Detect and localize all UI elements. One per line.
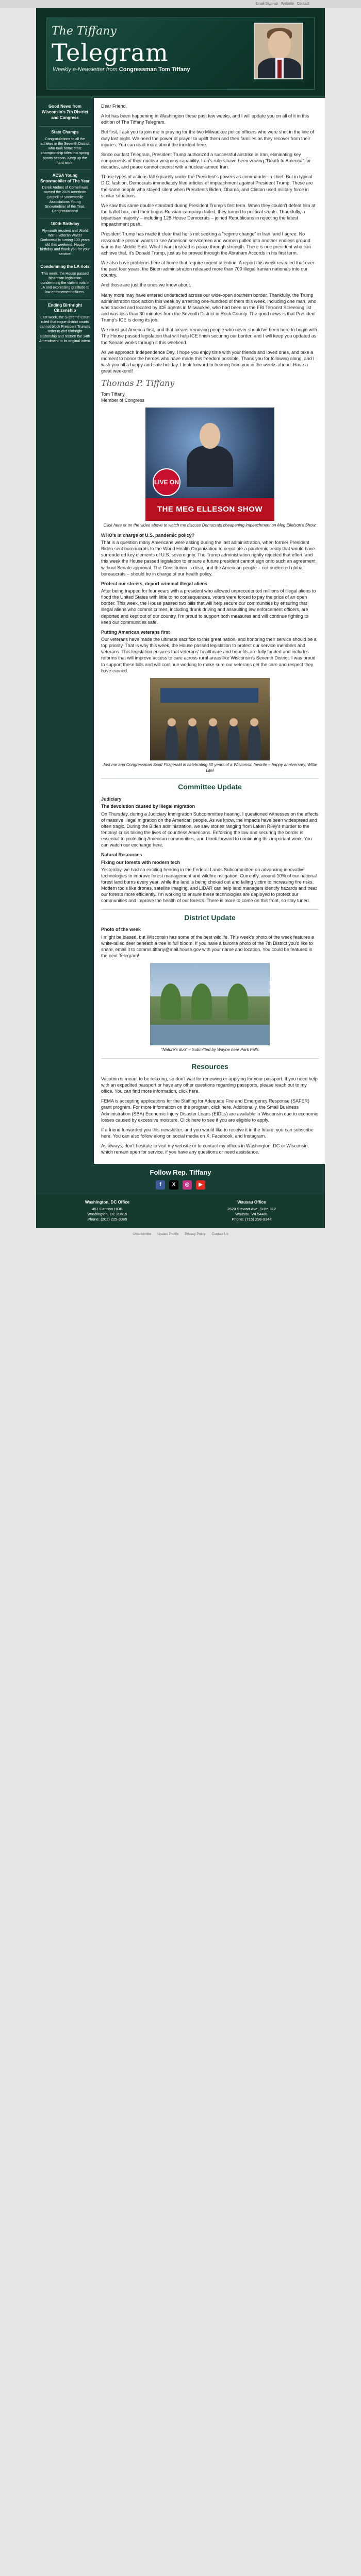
privacy-link[interactable]: Privacy Policy: [185, 1232, 206, 1236]
policy-heading: Protect our streets, deport criminal illegal aliens: [101, 581, 208, 586]
facebook-icon[interactable]: f: [156, 1180, 165, 1190]
office-dc: Washington, DC Office 451 Cannon HOB Washington, DC 20515 Phone: (202) 225-3365: [85, 1199, 130, 1222]
top-link-website[interactable]: Website: [281, 2, 294, 6]
intro-paragraph: And those are just the ones we know about.: [101, 282, 191, 288]
greeting: Dear Friend,: [101, 104, 127, 109]
top-link-signup[interactable]: Email Sign-up: [255, 2, 278, 6]
policy-heading: Putting American veterans first: [101, 629, 170, 635]
intro-paragraph: As we approach Independence Day, I hope you enjoy time with your friends and loved ones, and take a moment to honor the heroes who have made this freedom possible. Thank you for following along, and I wish you all a happy and safe holiday. I look forward to hearing from you in the weeks ahead. Have a great weekend!: [101, 349, 315, 374]
live-badge: LIVE ON: [153, 468, 180, 496]
committee-subheading: Fixing our forests with modern tech: [101, 859, 180, 865]
sign-title: Member of Congress: [101, 397, 145, 403]
intro-paragraph: A lot has been happening in Washington these past few weeks, and I will update you on all of it in this edition of The Tiffany Telegram.: [101, 113, 309, 125]
top-link-contact[interactable]: Contact: [297, 2, 309, 6]
newsletter: [36, 8, 325, 1228]
video-thumbnail[interactable]: [145, 408, 274, 521]
footer-offices: [36, 1195, 325, 1228]
committee-heading: Natural Resources: [101, 852, 142, 858]
update-profile-link[interactable]: Update Profile: [157, 1232, 179, 1236]
top-links: [253, 2, 309, 6]
intro-paragraph: We also have problems here at home that require urgent attention. A report this week revealed that over the past four years, the Biden administration released more than 700 illegal Iranian nationals into our country.: [101, 260, 315, 278]
instagram-icon[interactable]: ◎: [183, 1180, 192, 1190]
policy-heading: WHO's in charge of U.S. pandemic policy?: [101, 532, 195, 538]
video-caption[interactable]: Click here or on the video above to watch me discuss Democrats cheapening impeachment on Meg Ellefson's Show.: [103, 523, 317, 528]
committee-title: Committee Update: [101, 778, 319, 792]
sidebar-block: 100th Birthday Plymouth resident and World War II veteran Walter Gorkowski is turning 100 years old this weekend. Happy birthday and thank you for your service!: [39, 218, 91, 261]
intro-paragraph: Many more may have entered undetected across our wide-open southern border. Thankfully, the Trump administration took action this week by arresting one-hundred of them this week, including one man, who was tracked and located by ICE agents in Milwaukee, who had been on the FBI Terrorist Screening list and was less than 30 minutes from the Seventh District in Rock County. The good news is that President Trump's ICE is doing its job.: [101, 292, 317, 323]
intro-paragraph: But first, I ask you to join me in praying for the two Milwaukee police officers who were shot in the line of duty last night. We need the power of prayer to uplift them and their families as they recover from their injuries. You can read more about the incident here.: [101, 129, 315, 147]
anniversary-photo: [150, 678, 270, 760]
banner-subtitle: Weekly e-Newsletter from Congressman Tom Tiffany: [53, 66, 190, 73]
unsubscribe-link[interactable]: Unsubscribe: [133, 1232, 152, 1236]
intro-paragraph: We saw this same double standard during President Trump's first term. When they couldn't defeat him at the ballot box, and their bogus Russian campaign failed, they turned to political stunts. Thankfully, a bipartisan majority – including 128 House Democrats – joined Republicans in rejecting the latest impeachment push.: [101, 202, 316, 227]
sidebar-block: State Champs Congratulations to all the athletes in the Seventh District who took home state championship titles this spring sports season. Keep up the hard work!: [39, 127, 91, 170]
main-content: [94, 98, 325, 1164]
committee-text: On Thursday, during a Judiciary Immigration Subcommittee hearing, I questioned witnesses on the effects of massive illegal migration on the American people. As we know, the impacts have been widespread and often tragic. During the Biden administration, we saw stories ranging from Laken Riley's murder to the fentanyl crisis taking the lives of countless Americans. Enforcing the law and securing the border is essential to protecting American communities, and I look forward to continuing this important work. You can watch our exchange here.: [101, 811, 319, 848]
banner-the: The Tiffany: [52, 25, 117, 38]
resources-title: Resources: [101, 1058, 319, 1072]
congressman-portrait: [254, 23, 303, 79]
follow-section: [36, 1164, 325, 1195]
photo-week-text: I might be biased, but Wisconsin has some of the best wildlife. This week's photo of the week features a white-tailed deer beneath a tree in full bloom. If you have a favorite photo of the 7th District you'd like to share, email it to comms.tiffany@mail.house.gov with your name and location. You could be featured in the next Telegram!: [101, 934, 314, 959]
sidebar-block: Condemning the LA riots This week, the House passed bipartisan legislation condemning the violent riots in LA and expressing gratitude to law enforcement officers.: [39, 261, 91, 299]
resources-text: If a friend forwarded you this newsletter, and you would like to receive it in the future, you can subscribe here. You can also follow along on social media on X, Facebook, and Instagram.: [101, 1127, 314, 1139]
photo-week-heading: Photo of the week: [101, 927, 141, 933]
committee-text: Yesterday, we had an exciting hearing in the Federal Lands Subcommittee on advancing innovative technologies to improve forest management and wildfire mitigation. Currently, around 10% of our national forest land burns every year, while the land is being choked out and falling victim to increasing fire risks. Modern tools like drones, satellite imaging, and LiDAR can help land managers identify hazards and treat our forests more efficiently. I'm working to ensure these technologies are deployed to protect our communities and improve the health of our forests. There is more to come on this front, so stay tuned.: [101, 867, 317, 904]
resources-text: FEMA is accepting applications for the Staffing for Adequate Fire and Emergency Response (SAFER) grant program. For more information on the program, click here. Additionally, the Small Business Administration (SBA) Economic Injury Disaster Loans (EIDLs) are available in Wisconsin due to economic losses caused by excessive moisture. Click here to see if you are eligible to apply.: [101, 1098, 318, 1123]
sidebar-block: ACSA Young Snowmobiler of The Year Derek Andres of Cornell was named the 2025 American Council of Snowmobile Associations Young Snowmobiler of the Year. Congratulations!: [39, 170, 91, 218]
resources-text: As always, don't hesitate to visit my website or to contact my offices in Washington, DC or Wisconsin, which remain open for service, if you have any questions or need assistance.: [101, 1143, 309, 1155]
photo-week-caption: "Nature's duo" – Submitted by Wayne near Park Falls: [161, 1047, 259, 1053]
banner-title: Telegram: [52, 39, 169, 66]
social-icons: [36, 1180, 325, 1190]
resources-text: Vacation is meant to be relaxing, so don't wait for renewing or applying for your passport. If you need help with an expedited passport or have any other questions regarding passports, please reach out to my office. You can find more information, click here.: [101, 1076, 318, 1094]
intro-paragraph: Those types of actions fall squarely under the President's powers as commander-in-chief. But in typical D.C. fashion, Democrats immediately filed articles of impeachment against President Trump. These are the same people who stayed silent when Presidents Biden, Obama, and Clinton used military force in similar situations.: [101, 174, 313, 198]
intro-paragraph: President Trump has made it clear that he is not seeking a "regime change" in Iran, and I agree. No reasonable person wants to see American servicemen and women pulled into another endless ground war in the Middle East. What I want instead is peace through strength. There is one president who can achieve that, it's Donald Trump, just as he proved through the Abraham Accords in his first term.: [101, 231, 311, 256]
x-icon[interactable]: X: [169, 1180, 178, 1190]
photo-caption: Just me and Congressman Scott Fitzgerald in celebrating 50 years of a Wisconsin favorite – happy anniversary, Willie Lite!: [103, 762, 317, 773]
youtube-icon[interactable]: ▶: [196, 1180, 205, 1190]
committee-subheading: The devolution caused by illegal migration: [101, 804, 195, 809]
video-show-title: THE MEG ELLESON SHOW: [145, 498, 274, 521]
bottom-bar: [0, 1228, 361, 1244]
follow-title: Follow Rep. Tiffany: [150, 1168, 211, 1177]
photo-of-the-week: [150, 963, 270, 1045]
policy-text: That is a question many Americans were asking during the last administration, when former President Biden sent bureaucrats to the World Health Organization to negotiate a pandemic treaty that would have surrendered key elements of U.S. sovereignty. The Trump administration rightly rejected that effort, and this week the House passed legislation to ensure a future president cannot sign onto such an agreement without Senate approval. The Constitution is clear, and the American people – not unelected global bureaucrats – should be in charge of our health policy.: [101, 540, 316, 577]
contact-link[interactable]: Contact Us: [211, 1232, 228, 1236]
signature: Thomas P. Tiffany: [101, 378, 175, 388]
sidebar-block: Good News from Wisconsin's 7th District and Congress: [39, 101, 91, 127]
sign-name: Tom Tiffany: [101, 391, 125, 397]
sidebar: [36, 98, 94, 1164]
policy-text: Our veterans have made the ultimate sacrifice to this great nation, and honoring their service should be a top priority. That is why this week, the House passed legislation to protect our service members and veterans. This legislation ensures that veterans' healthcare and benefits are fully funded and includes reforms that will improve access to care across rural areas like Wisconsin's Seventh District. I was proud to support these bills and will continue working to make sure our veterans get the care and respect they have earned.: [101, 636, 317, 673]
header-banner: [36, 8, 325, 98]
intro-paragraph: Since our last Telegram, President Trump authorized a successful airstrike in Iran, eliminating key components of their nuclear weapons capability. Iran's rulers have been vowing "Death to America" for decades, and peace cannot coexist with a nuclear-armed Iran.: [101, 151, 311, 170]
top-bar: [0, 0, 361, 8]
intro-paragraph: We must put America first, and that means removing people who never should've been here to begin with. The House passed legislation that will help ICE finish securing our border, and I will keep you updated as the Senate works through it this weekend.: [101, 327, 319, 345]
committee-heading: Judiciary: [101, 796, 122, 802]
district-title: District Update: [101, 909, 319, 923]
office-wausau: Wausau Office 2620 Stewart Ave, Suite 312 Wausau, WI 54401 Phone: (715) 298-9344: [227, 1199, 276, 1222]
policy-text: After being trapped for four years with a president who allowed unprecedented millions of illegal aliens to flood the United States with little to no consequences, voters were forced to pay the price of an open border. This week, the House passed two bills that will help secure our communities by ensuring that illegal aliens who commit crimes, including drunk driving and assaulting law enforcement officers, are deported and kept out of our country. I'm proud to support both measures and will continue fighting to keep our communities safe.: [101, 588, 316, 625]
sidebar-block: Ending Birthright Citizenship Last week, the Supreme Court ruled that rogue district courts cannot block President Trump's order to end birthright citizenship and restore the 14th Amendment to its original intent.: [39, 300, 91, 348]
